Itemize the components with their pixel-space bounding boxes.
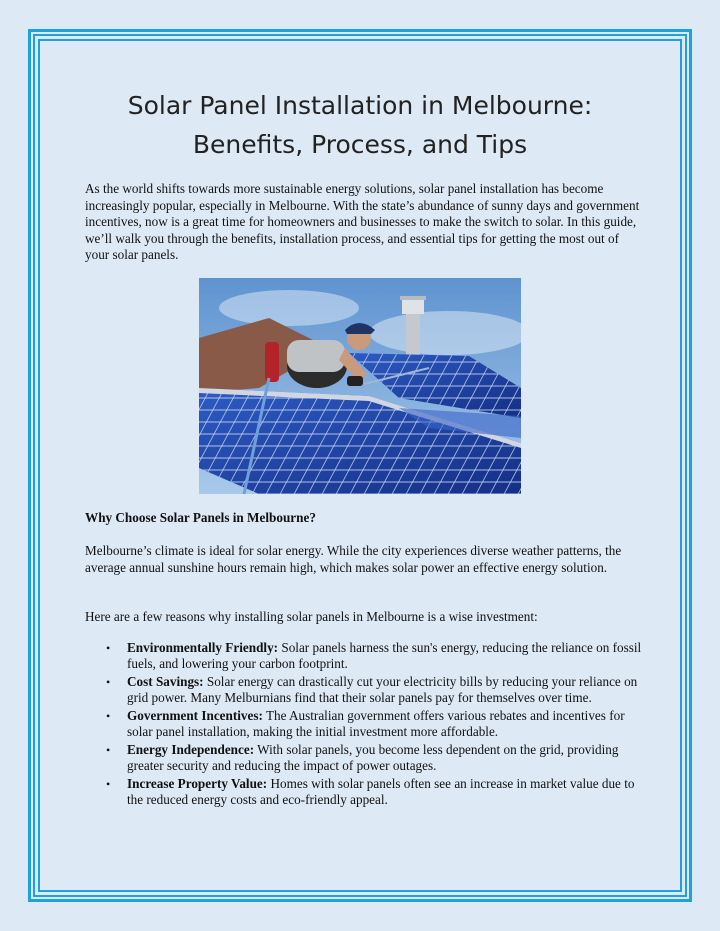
title-line-1: Solar Panel Installation in Melbourne: bbox=[127, 91, 593, 120]
climate-paragraph: Melbourne’s climate is ideal for solar energy. While the city experiences diverse weather patterns, the average annual sunshine hours remain high, which makes solar power an effective energy solution. bbox=[85, 543, 622, 575]
list-item bbox=[106, 742, 643, 774]
reason-text: With solar panels, you become less dependent on the grid, providing greater security and reducing the impact of power outages. bbox=[127, 742, 619, 773]
list-item bbox=[106, 708, 643, 740]
list-item bbox=[106, 640, 643, 672]
reasons-intro: Here are a few reasons why installing solar panels in Melbourne is a wise investment: bbox=[85, 609, 538, 624]
reason-label: Increase Property Value: bbox=[127, 776, 268, 791]
reason-label: Government Incentives: bbox=[127, 708, 263, 723]
reason-label: Cost Savings: bbox=[127, 674, 204, 689]
reason-text: Solar panels harness the sun's energy, reducing the reliance on fossil fuels, and lowering your carbon footprint. bbox=[127, 640, 642, 671]
reason-text: Homes with solar panels often see an increase in market value due to the reduced energy costs and eco-friendly appeal. bbox=[127, 776, 635, 807]
section-heading: Why Choose Solar Panels in Melbourne? bbox=[85, 510, 316, 525]
bullet-icon: • bbox=[106, 709, 111, 723]
solar-installer-photo bbox=[199, 278, 521, 494]
reason-text: The Australian government offers various rebates and incentives for solar panel installation, making the initial investment more affordable. bbox=[127, 708, 625, 739]
bullet-icon: • bbox=[106, 675, 111, 689]
reason-text: Solar energy can drastically cut your electricity bills by reducing your reliance on grid power. Many Melburnians find that their solar panels pay for themselves over time. bbox=[127, 674, 638, 705]
reasons-list bbox=[106, 640, 643, 810]
list-item bbox=[106, 776, 643, 808]
intro-paragraph: As the world shifts towards more sustainable energy solutions, solar panel installation has become increasingly popular, especially in Melbourne. With the state’s abundance of sunny days and government incentives, now is a great time for homeowners and businesses to make the switch to solar. In this guide, we’ll walk you through the benefits, installation process, and essential tips for getting the most out of your solar panels. bbox=[85, 181, 640, 263]
list-item bbox=[106, 674, 643, 706]
reason-label: Energy Independence: bbox=[127, 742, 255, 757]
bullet-icon: • bbox=[106, 641, 111, 655]
bullet-icon: • bbox=[106, 743, 111, 757]
reason-label: Environmentally Friendly: bbox=[127, 640, 279, 655]
title-line-2: Benefits, Process, and Tips bbox=[192, 130, 528, 159]
page-title bbox=[60, 86, 660, 164]
bullet-icon: • bbox=[106, 777, 111, 791]
